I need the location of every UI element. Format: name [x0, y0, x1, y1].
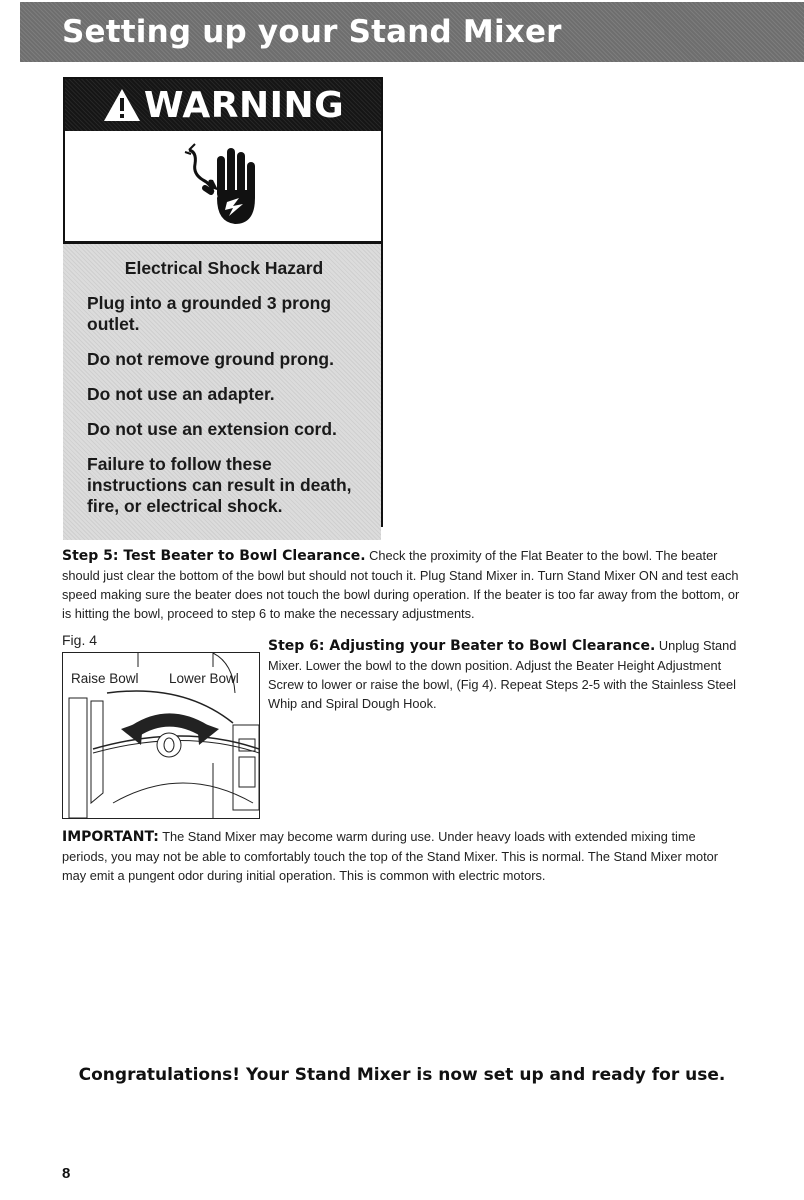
warning-icon-area	[65, 131, 381, 244]
figure-4	[62, 652, 260, 819]
warning-line: Do not remove ground prong.	[87, 349, 334, 369]
warning-body	[63, 244, 381, 540]
step6-paragraph	[268, 636, 748, 713]
alert-triangle-icon	[102, 87, 142, 123]
warning-line: Do not use an extension cord.	[87, 419, 337, 439]
raise-bowl-label: Raise Bowl	[71, 671, 139, 686]
page-number: 8	[62, 1165, 71, 1182]
figure-label: Fig. 4	[62, 632, 98, 648]
warning-header	[65, 79, 381, 131]
warning-title: WARNING	[143, 84, 345, 126]
electric-shock-hand-icon	[183, 140, 263, 232]
important-text: The Stand Mixer may become warm during use. Under heavy loads with extended mixing time periods, you may not be able to comfortably touch the top of the Stand Mixer. This is normal. The Stand Mixer motor may emit a pungent odor during initial operation. This is common with electric motors.	[62, 829, 719, 883]
warning-line: Do not use an adapter.	[87, 384, 275, 404]
warning-box	[63, 77, 383, 527]
section-header	[20, 2, 804, 62]
step5-heading: Step 5: Test Beater to Bowl Clearance.	[62, 548, 366, 564]
step6-heading: Step 6: Adjusting your Beater to Bowl Clearance.	[268, 638, 656, 654]
important-paragraph	[62, 827, 742, 885]
lower-bowl-label: Lower Bowl	[169, 671, 239, 686]
step6-text: Unplug Stand Mixer. Lower the bowl to the down position. Adjust the Beater Height Adjustment Screw to lower or raise the bowl, (Fig 4). Repeat Steps 2-5 with the Stainless Steel Whip and Spiral Dough Hook.	[268, 638, 737, 711]
step5-paragraph	[62, 546, 742, 623]
important-heading: IMPORTANT:	[62, 829, 159, 845]
warning-line: Plug into a grounded 3 prong outlet.	[87, 293, 332, 334]
step5-text: Check the proximity of the Flat Beater to the bowl. The beater should just clear the bottom of the bowl but should not touch it. Plug Stand Mixer in. Turn Stand Mixer ON and test each speed making sure the beater does not touch the bowl during operation. If the beater is too far away from the bottom, or is hitting the bowl, proceed to step 6 to make the necessary adjustments.	[62, 548, 740, 621]
section-title: Setting up your Stand Mixer	[62, 14, 562, 50]
congratulations-message: Congratulations! Your Stand Mixer is now set up and ready for use.	[78, 1065, 726, 1085]
warning-line: Failure to follow these instructions can result in death, fire, or electrical shock.	[87, 454, 352, 516]
hazard-title: Electrical Shock Hazard	[124, 258, 324, 278]
